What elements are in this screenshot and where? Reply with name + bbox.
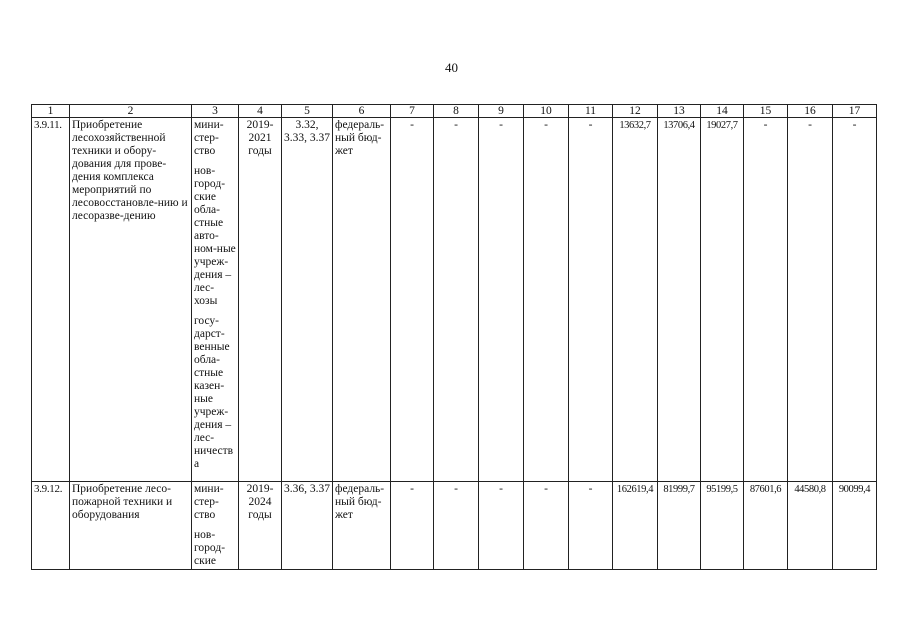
amount-cell: 13706,4 [658, 118, 701, 482]
table-row [32, 118, 877, 482]
column-header: 4 [239, 105, 282, 118]
column-header: 7 [391, 105, 434, 118]
amount-cell: - [434, 118, 479, 482]
amount-cell: - [833, 118, 877, 482]
amount-cell: - [479, 118, 524, 482]
amount-cell: - [788, 118, 833, 482]
activity-period: 2019-2021 годы [239, 118, 282, 482]
amount-cell: - [391, 118, 434, 482]
amount-cell: 44580,8 [788, 482, 833, 570]
amount-cell: - [569, 118, 613, 482]
column-header: 3 [192, 105, 239, 118]
amount-cell: - [524, 482, 569, 570]
column-header: 11 [569, 105, 613, 118]
column-header: 8 [434, 105, 479, 118]
column-header: 6 [333, 105, 391, 118]
amount-cell: 19027,7 [701, 118, 744, 482]
executor: нов-город-ские [194, 529, 226, 567]
executor: мини-стер-ство [194, 483, 224, 521]
amount-cell: 81999,7 [658, 482, 701, 570]
activity-indicators: 3.32, 3.33, 3.37 [282, 118, 333, 482]
executor: нов-город-ские обла-стные авто-ном-ные учреж-дения – лес-хозы [194, 165, 236, 307]
activity-code: 3.9.11. [32, 118, 70, 482]
funding-source: федераль-ный бюд-жет [333, 118, 391, 482]
program-activities-table [31, 104, 877, 570]
activity-indicators: 3.36, 3.37 [282, 482, 333, 570]
funding-source: федераль-ный бюд-жет [333, 482, 391, 570]
column-header: 17 [833, 105, 877, 118]
column-header: 5 [282, 105, 333, 118]
table-row [32, 482, 877, 570]
activity-code: 3.9.12. [32, 482, 70, 570]
amount-cell: - [391, 482, 434, 570]
activity-executors [192, 118, 239, 482]
amount-cell: 90099,4 [833, 482, 877, 570]
column-header: 14 [701, 105, 744, 118]
amount-cell: - [569, 482, 613, 570]
amount-cell: 162619,4 [613, 482, 658, 570]
amount-cell: - [479, 482, 524, 570]
executor: мини-стер-ство [194, 119, 224, 157]
column-header: 10 [524, 105, 569, 118]
executor: госу-дарст-венные обла-стные казен-ные учреж-дения – лес-ничества [194, 315, 234, 470]
activity-period: 2019-2024 годы [239, 482, 282, 570]
header-row [32, 105, 877, 118]
page-number: 40 [445, 60, 458, 75]
activity-executors [192, 482, 239, 570]
column-header: 9 [479, 105, 524, 118]
activity-description: Приобретение лесо-пожарной техники и оборудования [70, 482, 192, 570]
amount-cell: - [434, 482, 479, 570]
column-header: 15 [744, 105, 788, 118]
column-header: 2 [70, 105, 192, 118]
column-header: 1 [32, 105, 70, 118]
activity-description: Приобретение лесохозяйственной техники и обору-дования для прове-дения комплекса мероприятий по лесовосстановле-нию и лесоразве-дению [70, 118, 192, 482]
column-header: 12 [613, 105, 658, 118]
amount-cell: - [524, 118, 569, 482]
amount-cell: 87601,6 [744, 482, 788, 570]
column-header: 16 [788, 105, 833, 118]
column-header: 13 [658, 105, 701, 118]
amount-cell: 95199,5 [701, 482, 744, 570]
amount-cell: 13632,7 [613, 118, 658, 482]
amount-cell: - [744, 118, 788, 482]
